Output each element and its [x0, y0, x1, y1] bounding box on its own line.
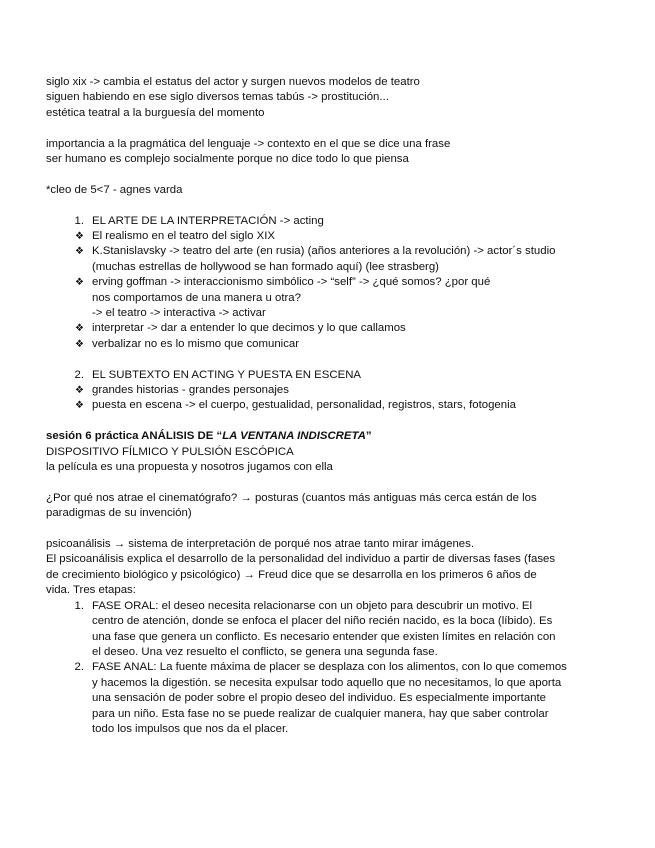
phase-item	[46, 599, 616, 661]
text-line: El psicoanálisis explica el desarrollo de la personalidad del individuo a partir de diversas fases (fases	[46, 553, 556, 566]
document-page	[46, 75, 616, 737]
text-line: paradigmas de su invención)	[46, 507, 192, 520]
diamond-bullet-icon: ❖	[75, 338, 84, 350]
list-number: 2.	[74, 368, 84, 381]
bullet-text: K.Stanislavsky -> teatro del arte (en rusia) (años anteriores a la revolución) -> actor´s studio	[92, 245, 556, 258]
text-line: de crecimiento biológico y psicológico) → Freud dice que se desarrolla en los primeros 6 años de	[46, 568, 537, 581]
diamond-bullet-icon: ❖	[75, 323, 84, 335]
diamond-bullet-icon: ❖	[75, 277, 84, 289]
bullet-text: El realismo en el teatro del siglo XIX	[92, 230, 275, 243]
pragmatics-paragraph	[46, 137, 616, 168]
section-2	[46, 368, 616, 414]
psychoanalysis-paragraph	[46, 537, 616, 599]
phase-text: todo los impulsos que nos da el placer.	[92, 722, 289, 735]
phase-text: una fase que genera un conflicto. Es necesario entender que existen límites en relación con	[92, 630, 556, 643]
bullet-text: verbalizar no es lo mismo que comunicar	[92, 337, 300, 350]
bullet-item	[46, 383, 616, 398]
bullet-text: grandes historias - grandes personajes	[92, 384, 289, 397]
bullet-text: interpretar -> dar a entender lo que decimos y lo que callamos	[92, 322, 406, 335]
bullet-item	[46, 229, 616, 244]
numbered-heading	[46, 368, 616, 383]
bullet-item	[46, 321, 616, 336]
bullet-text: nos comportamos de una manera u otra?	[92, 291, 301, 304]
text-line: psicoanálisis → sistema de interpretación de porqué nos atrae tanto mirar imágenes.	[46, 538, 475, 551]
phase-text: una sensación de poder sobre el propio deseo del individuo. Es especialmente importante	[92, 692, 547, 705]
bullet-text: erving goffman -> interaccionismo simbólico -> “self” -> ¿qué somos? ¿por qué	[92, 276, 491, 289]
question-paragraph	[46, 491, 616, 522]
text-line: ser humano es complejo socialmente porque no dice todo lo que piensa	[46, 153, 409, 166]
session-subtitle: DISPOSITIVO FÍLMICO Y PULSIÓN ESCÓPICA	[46, 445, 294, 458]
phase-text: y hacemos la digestión. se necesita expulsar todo aquello que no necesitamos, lo que aporta	[92, 676, 562, 689]
phase-text: FASE ANAL: La fuente máxima de placer se desplaza con los alimentos, con lo que comemos	[92, 661, 567, 674]
phase-text: centro de atención, donde se enfoca el placer del niño recién nacido, es la boca (líbido). Es	[92, 615, 553, 628]
list-number: 1.	[74, 214, 84, 227]
session-note: la película es una propuesta y nosotros jugamos con ella	[46, 461, 333, 474]
session-heading	[46, 429, 616, 475]
list-number: 1.	[74, 599, 84, 612]
phases-list	[46, 599, 616, 738]
text-line: importancia a la pragmática del lenguaje -> contexto en el que se dice una frase	[46, 137, 451, 150]
phase-text: el deseo. Una vez resuelto el conflicto, se genera una segunda fase.	[92, 645, 438, 658]
text-line: siglo xix -> cambia el estatus del actor y surgen nuevos modelos de teatro	[46, 76, 420, 88]
bullet-item	[46, 337, 616, 352]
section-title: EL ARTE DE LA INTERPRETACIÓN -> acting	[92, 214, 324, 227]
bullet-text: -> el teatro -> interactiva -> activar	[92, 307, 266, 320]
text-line: ¿Por qué nos atrae el cinematógrafo? → posturas (cuantos más antiguas más cerca están de los	[46, 491, 537, 504]
bullet-item	[46, 275, 616, 321]
session-title: sesión 6 práctica ANÁLISIS DE “LA VENTANA INDISCRETA”	[46, 430, 372, 443]
diamond-bullet-icon: ❖	[75, 385, 84, 397]
bullet-text: puesta en escena -> el cuerpo, gestualidad, personalidad, registros, stars, fotogenia	[92, 399, 516, 412]
bullet-text: (muchas estrellas de hollywood se han formado aquí) (lee strasberg)	[92, 260, 439, 273]
intro-paragraph	[46, 75, 616, 121]
phase-text: para un niño. Esta fase no se puede realizar de cualquier manera, hay que saber controlar	[92, 707, 549, 720]
text-line: estética teatral a la burguesía del momento	[46, 106, 265, 119]
text-line: vida. Tres etapas:	[46, 584, 136, 597]
phase-item	[46, 660, 616, 737]
diamond-bullet-icon: ❖	[75, 400, 84, 412]
text-line: siguen habiendo en ese siglo diversos temas tabús -> prostitución...	[46, 91, 389, 104]
diamond-bullet-icon: ❖	[75, 231, 84, 243]
film-title: LA VENTANA INDISCRETA	[222, 430, 366, 443]
section-title: EL SUBTEXTO EN ACTING Y PUESTA EN ESCENA	[92, 368, 362, 381]
film-note: *cleo de 5<7 - agnes varda	[46, 183, 183, 196]
bullet-item	[46, 244, 616, 275]
phase-text: FASE ORAL: el deseo necesita relacionarse con un objeto para descubrir un motivo. El	[92, 599, 533, 612]
diamond-bullet-icon: ❖	[75, 246, 84, 258]
section-1	[46, 214, 616, 353]
bullet-item	[46, 398, 616, 413]
list-number: 2.	[74, 661, 84, 674]
numbered-heading	[46, 214, 616, 229]
